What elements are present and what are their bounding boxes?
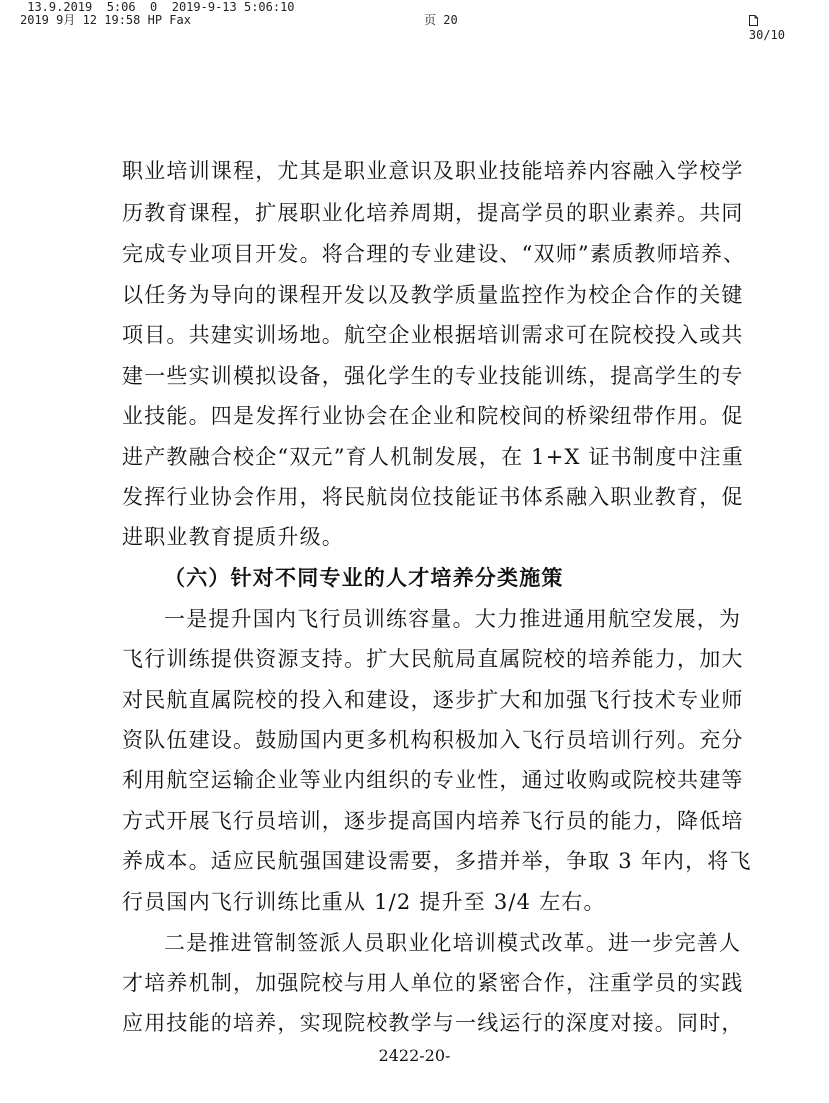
body-line: 才培养机制，加强院校与用人单位的紧密合作，注重学员的实践 xyxy=(122,971,744,995)
fax-page-count xyxy=(734,0,785,42)
body-line: 历教育课程，扩展职业化培养周期，提高学员的职业素养。共同 xyxy=(122,201,744,225)
fax-header-line-1: 13.9.2019 5:06 0 2019-9-13 5:06:10 xyxy=(20,0,295,14)
body-line: 进产教融合校企“双元”育人机制发展，在 1+X 证书制度中注重 xyxy=(122,445,744,469)
body-line: 二是推进管制签派人员职业化培训模式改革。进一步完善人 xyxy=(164,931,742,955)
section-heading: （六）针对不同专业的人才培养分类施策 xyxy=(164,565,564,590)
fax-header-line-2: 2019 9月 12 19:58 HP Fax xyxy=(20,13,191,27)
body-line: 以任务为导向的课程开发以及教学质量监控作为校企合作的关键 xyxy=(122,283,744,307)
body-line: 养成本。适应民航强国建设需要，多措并举，争取 3 年内，将飞 xyxy=(122,849,752,873)
body-line: 职业培训课程，尤其是职业意识及职业技能培养内容融入学校学 xyxy=(122,159,744,183)
body-line: 对民航直属院校的投入和建设，逐步扩大和加强飞行技术专业师 xyxy=(122,688,744,712)
page-footer-number: 2422-20- xyxy=(378,1046,451,1065)
body-line: 建一些实训模拟设备，强化学生的专业技能训练，提高学生的专 xyxy=(122,364,744,388)
body-line: 一是提升国内飞行员训练容量。大力推进通用航空发展，为 xyxy=(164,607,742,631)
fax-page-count-text: 30/10 xyxy=(748,28,785,42)
fax-page-label: 页 20 xyxy=(424,13,458,27)
body-line: 资队伍建设。鼓励国内更多机构积极加入飞行员培训行列。充分 xyxy=(122,728,744,752)
body-line: 完成专业项目开发。将合理的专业建设、“双师”素质教师培养、 xyxy=(122,242,746,266)
body-line: 利用航空运输企业等业内组织的专业性，通过收购或院校共建等 xyxy=(122,768,744,792)
body-line: 行员国内飞行训练比重从 1/2 提升至 3/4 左右。 xyxy=(122,890,606,914)
body-line: 进职业教育提质升级。 xyxy=(122,525,344,549)
body-line: 飞行训练提供资源支持。扩大民航局直属院校的培养能力，加大 xyxy=(122,647,744,671)
body-line: 发挥行业协会作用，将民航岗位技能证书体系融入职业教育，促 xyxy=(122,485,744,509)
body-line: 业技能。四是发挥行业协会在企业和院校间的桥梁纽带作用。促 xyxy=(122,404,744,428)
body-line: 项目。共建实训场地。航空企业根据培训需求可在院校投入或共 xyxy=(122,323,744,347)
body-line: 应用技能的培养，实现院校教学与一线运行的深度对接。同时， xyxy=(122,1011,744,1035)
body-line: 方式开展飞行员培训，逐步提高国内培养飞行员的能力，降低培 xyxy=(122,809,744,833)
page-icon xyxy=(749,15,758,26)
